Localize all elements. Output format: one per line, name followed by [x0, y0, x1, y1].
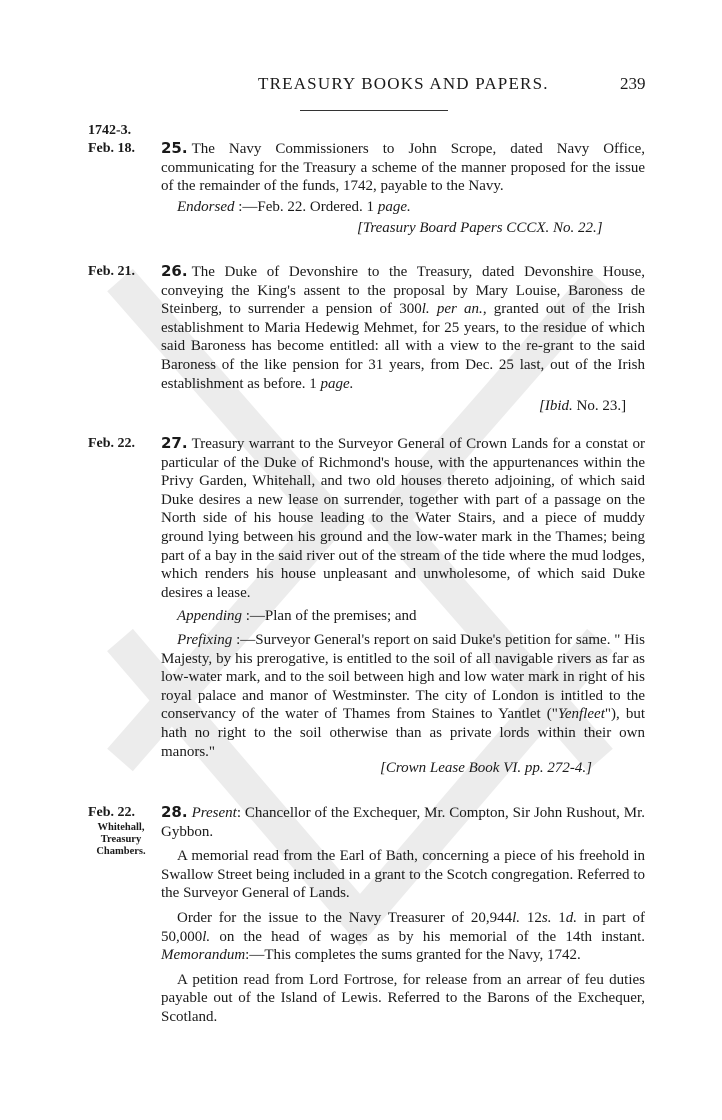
entry-26	[161, 262, 645, 393]
entry-text: The Duke of Devonshire to the Treasury, dated Devonshire House, conveying the King's assent to the proposal by Mary Louise, Baroness de Steinberg, to surrender a pension of 300	[161, 264, 645, 318]
entry-number: 25.	[161, 139, 188, 157]
entry-number: 27.	[161, 434, 188, 452]
order-text-2: 12	[520, 909, 542, 926]
order-paragraph	[161, 909, 645, 965]
prefixing-label: Prefixing	[177, 631, 233, 648]
order-text: Order for the issue to the Navy Treasurer of 20,944	[177, 909, 513, 926]
year-label: 1742-3.	[88, 123, 132, 138]
entry-text: Treasury warrant to the Surveyor General of Crown Lands for a constat or particular of the Duke of Richmond's house, with the appurtenances within the Privy Garden, Whitehall, and two old houses thereto adjoining, of which said Duke desires a new lease on surrender, together with part of a passage on the North side of his house leading to the Water Stairs, and a piece of muddy ground lying between his ground and the low-water mark in the Thames; being part of a bay in the said river out of the stream of the tide where the mud lodges, which renders his house unpleasant and unwholesome, of which said Duke desires a lease.	[161, 436, 645, 601]
memorial-paragraph: A memorial read from the Earl of Bath, concerning a piece of his freehold in Swallow Street being included in a grant to the Scotch congregation. Referred to the Surveyor General of Lands.	[161, 848, 645, 902]
entry-text-cont: , granted out of the Irish establishment to Maria Hedewig Mehmet, for 25 years, to the residue of which said Baroness has become entitled: all with a view to the re-grant to the said Baroness of the like pension for 31 years, from Dec. 25 last, out of the Irish establishment as before. 1	[161, 301, 645, 392]
entry-25-date: Feb. 18.	[88, 141, 136, 156]
entry-27	[161, 434, 645, 761]
page-number: 239	[620, 74, 646, 93]
endorsed-text: :—Feb. 22. Ordered. 1	[238, 198, 375, 215]
entry-text-italic: l. per an.	[421, 301, 483, 318]
order-end: :—This completes the sums granted for the Navy, 1742.	[245, 947, 581, 964]
entry-28-place-2: Treasury	[100, 834, 142, 845]
order-text-5: on the head of wages as by his memorial of the 14th instant.	[210, 928, 645, 945]
entry-25	[161, 139, 645, 216]
appending-label: Appending	[177, 608, 242, 625]
entry-26-date: Feb. 21.	[88, 264, 136, 279]
memorandum-label: Memorandum	[161, 947, 246, 964]
order-text-3: 1	[551, 909, 566, 926]
endorsed-label: Endorsed	[177, 198, 235, 215]
present-label: Present	[191, 805, 237, 821]
entry-number: 28.	[161, 803, 188, 821]
entry-28-place-1: Whitehall,	[97, 822, 145, 833]
appending-text: :—Plan of the premises; and	[245, 608, 417, 625]
endorsed-page: page.	[377, 198, 411, 215]
entry-28	[161, 803, 645, 1027]
order-unit-s: s.	[541, 909, 552, 926]
petition-paragraph: A petition read from Lord Fortrose, for release from an arrear of feu duties payable out of the Island of Lewis. Referred to the Barons of the Exchequer, Scotland.	[161, 971, 645, 1025]
prefixing-end: "), but hath no right to the soil otherwise than as private lords within their own manors."	[161, 706, 645, 760]
entry-text: The Navy Commissioners to John Scrope, dated Navy Office, communicating for the Treasury a scheme of the manner proposed for the issue of the remainder of the funds, 1742, payable to the Navy.	[161, 141, 645, 195]
entry-28-place-3: Chambers.	[96, 846, 146, 857]
present-text: : Chancellor of the Exchequer, Mr. Compton, Sir John Rushout, Mr. Gybbon.	[161, 805, 645, 840]
entry-25-reference: [Treasury Board Papers CCCX. No. 22.]	[357, 220, 603, 236]
entry-number: 26.	[161, 262, 188, 280]
entry-page: page.	[320, 375, 354, 392]
order-unit-l2: l.	[202, 928, 211, 945]
entry-28-date: Feb. 22.	[88, 805, 136, 820]
order-text-4: in part of 50,000	[161, 909, 646, 945]
header-rule	[300, 110, 448, 111]
order-unit-d: d.	[565, 909, 578, 926]
entry-27-date: Feb. 22.	[88, 436, 136, 451]
prefixing-italic: Yenfleet	[557, 706, 605, 723]
reference-ibid: [Ibid.	[539, 398, 573, 414]
entry-26-reference	[539, 398, 626, 415]
running-head: TREASURY BOOKS AND PAPERS.	[258, 74, 549, 93]
prefixing-text: :—Surveyor General's report on said Duke's petition for same. " His Majesty, by his prerogative, is entitled to the soil of all navigable rivers as far as low-water mark, and to the soil between high and low water mark in right of his royal palace and manor of Westminster. The city of London is intitled to the conservancy of the water of Thames from Staines to Yantlet ("	[161, 631, 645, 723]
entry-27-reference: [Crown Lease Book VI. pp. 272-4.]	[380, 760, 592, 776]
order-unit-l: l.	[512, 909, 521, 926]
reference-number: No. 23.]	[576, 398, 627, 414]
